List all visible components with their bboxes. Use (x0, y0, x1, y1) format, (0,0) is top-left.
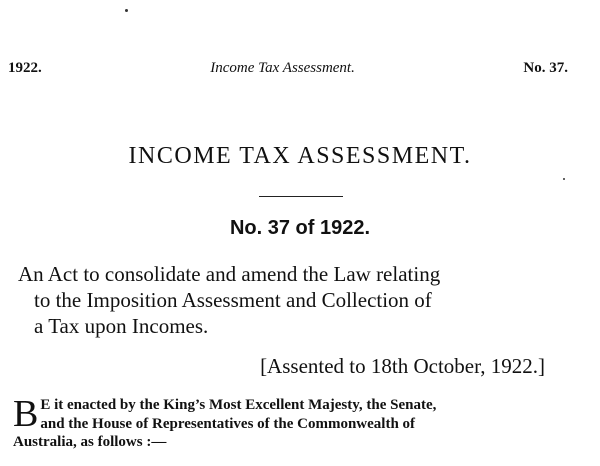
title-rule (259, 196, 343, 197)
print-speck (563, 178, 565, 180)
header-short-title: Income Tax Assessment. (210, 60, 355, 76)
running-head (8, 60, 568, 77)
enacting-line-3: Australia, as follows :— (13, 434, 167, 450)
print-speck (125, 9, 128, 12)
enacting-clause (13, 393, 573, 452)
page-title: INCOME TAX ASSESSMENT. (128, 143, 472, 169)
act-number: No. 37 of 1922. (229, 217, 371, 239)
long-title (18, 261, 578, 339)
enacting-line-2: and the House of Representatives of the Commonwealth of (40, 415, 416, 432)
enacting-line-1: E it enacted by the King’s Most Excellent Majesty, the Senate, (40, 397, 437, 413)
header-act-number: No. 37. (523, 60, 568, 76)
drop-cap: B (13, 393, 39, 435)
long-title-line-1: An Act to consolidate and amend the Law relating (18, 262, 441, 286)
assent-date: [Assented to 18th October, 1922.] (260, 354, 545, 378)
header-year: 1922. (8, 60, 42, 76)
long-title-line-3: a Tax upon Incomes. (34, 314, 209, 338)
long-title-line-2: to the Imposition Assessment and Collection of (34, 288, 432, 312)
